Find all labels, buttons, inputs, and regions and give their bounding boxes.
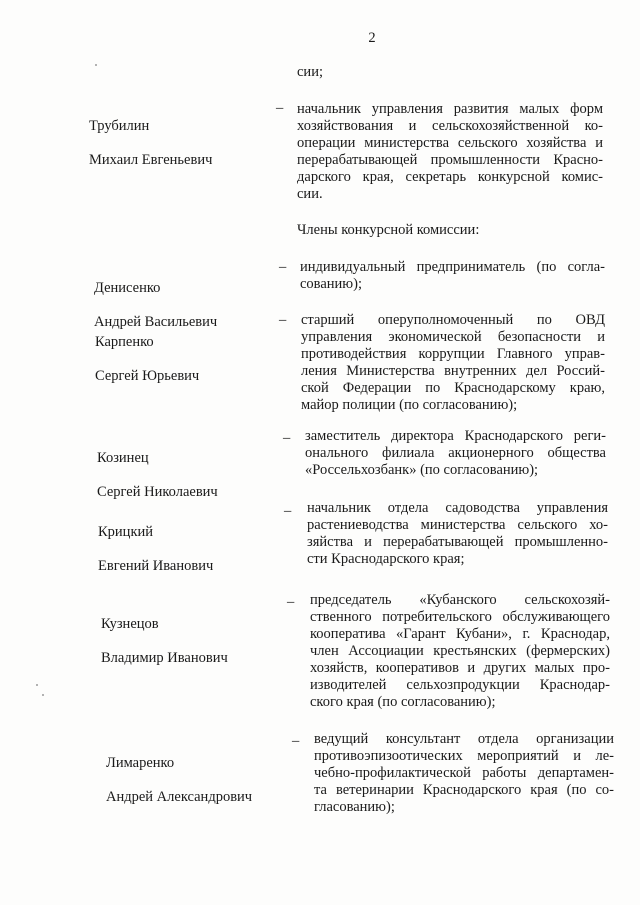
member-name <box>95 317 199 402</box>
description-line: майор полиции (по согласованию); <box>301 397 518 413</box>
description-line: начальник управления развития малых форм <box>297 101 603 117</box>
member-surname: Кузнецов <box>101 616 159 632</box>
description-line: старший оперуполномоченный по ОВД <box>301 312 605 328</box>
member-description <box>310 592 610 711</box>
description-line: дарского края, секретарь конкурсной комис- <box>297 169 603 185</box>
description-line: кооператива «Гарант Кубани», г. Краснодар, <box>310 626 610 642</box>
description-line: ведущий консультант отдела организации <box>314 731 614 747</box>
description-line: начальник отдела садоводства управления <box>307 500 608 516</box>
dash-separator: – <box>279 312 287 328</box>
member-surname: Трубилин <box>89 118 150 134</box>
description-line: член Ассоциации крестьянских (фермерских) <box>310 643 610 659</box>
member-name <box>97 433 218 518</box>
description-line: противоэпизоотических мероприятий и ле- <box>314 748 614 764</box>
intro-continuation: сии; <box>297 64 323 80</box>
description-line: ления Министерства внутренних дел Россий- <box>301 363 605 379</box>
member-surname: Козинец <box>97 450 149 466</box>
dash-separator: – <box>276 100 284 116</box>
description-line: та ветеринарии Краснодарского края (по со- <box>314 782 614 798</box>
members-heading: Члены конкурсной комиссии: <box>297 222 480 238</box>
description-line: ственного потребительского обслуживающего <box>310 609 610 625</box>
member-name <box>89 101 212 186</box>
member-description <box>300 259 605 293</box>
member-name <box>106 738 252 823</box>
description-line: сованию); <box>300 276 362 292</box>
description-line: растениеводства министерства сельского хо- <box>307 517 608 533</box>
dash-separator: – <box>283 430 291 446</box>
scan-speck <box>95 64 97 66</box>
member-given-names: Андрей Александрович <box>106 789 253 805</box>
dash-separator: – <box>292 733 300 749</box>
scan-speck <box>36 684 38 686</box>
member-description <box>307 500 608 568</box>
member-given-names: Андрей Васильевич <box>94 314 218 330</box>
member-description <box>297 101 603 203</box>
description-line: хозяйствования и сельскохозяйственной ко- <box>297 118 603 134</box>
description-line: заместитель директора Краснодарского реги- <box>305 428 606 444</box>
member-description <box>301 312 605 414</box>
description-line: сти Краснодарского края; <box>307 551 465 567</box>
description-line: зяйства и перерабатывающей промышленно- <box>307 534 608 550</box>
description-line: гласованию); <box>314 799 395 815</box>
member-given-names: Сергей Юрьевич <box>95 368 200 384</box>
member-description <box>314 731 614 816</box>
description-line: онального филиала акционерного общества <box>305 445 606 461</box>
description-line: управления экономической безопасности и <box>301 329 605 345</box>
member-name <box>98 507 213 592</box>
member-surname: Крицкий <box>98 524 154 540</box>
member-given-names: Михаил Евгеньевич <box>89 152 213 168</box>
description-line: сии. <box>297 186 323 202</box>
dash-separator: – <box>284 503 292 519</box>
description-line: ской Федерации по Краснодарскому краю, <box>301 380 605 396</box>
dash-separator: – <box>287 594 295 610</box>
member-surname: Лимаренко <box>106 755 175 771</box>
description-line: ского края (по согласованию); <box>310 694 496 710</box>
description-line: изводителей сельхозпродукции Краснодар- <box>310 677 610 693</box>
description-line: операции министерства сельского хозяйства и <box>297 135 603 151</box>
description-line: перерабатывающей промышленности Красно- <box>297 152 603 168</box>
description-line: противодействия коррупции Главного управ- <box>301 346 605 362</box>
page-number: 2 <box>368 30 376 46</box>
member-surname: Денисенко <box>94 280 161 296</box>
member-surname: Карпенко <box>95 334 154 350</box>
description-line: председатель «Кубанского сельскохозяй- <box>310 592 610 608</box>
member-given-names: Владимир Иванович <box>101 650 228 666</box>
member-given-names: Сергей Николаевич <box>97 484 218 500</box>
scan-speck <box>42 694 44 696</box>
member-description <box>305 428 606 479</box>
description-line: хозяйств, кооперативов и других малых про- <box>310 660 610 676</box>
description-line: чебно-профилактической работы департамен- <box>314 765 614 781</box>
dash-separator: – <box>279 259 287 275</box>
member-name <box>101 599 228 684</box>
member-given-names: Евгений Иванович <box>98 558 214 574</box>
description-line: индивидуальный предприниматель (по согла- <box>300 259 605 275</box>
description-line: «Россельхозбанк» (по согласованию); <box>305 462 539 478</box>
